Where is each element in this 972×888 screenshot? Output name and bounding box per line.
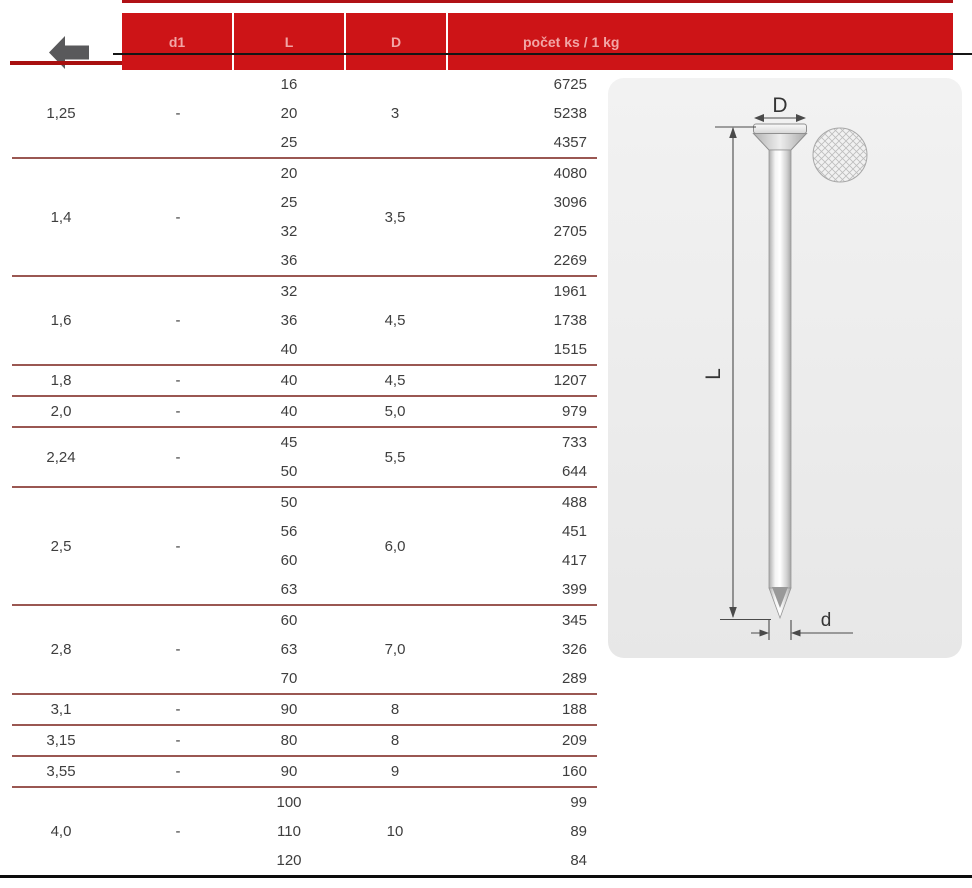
count-column [446,159,597,275]
count-value: 1961 [553,283,587,300]
d-dim-arrow-right [796,114,806,122]
header-col-L: L [234,13,344,70]
length-value: 16 [280,76,298,93]
count-value: 979 [561,403,587,420]
d1-value: 3,1 [50,701,72,718]
d1-value: 2,5 [50,537,72,555]
d1-value: 1,6 [50,312,72,329]
count-column [446,606,597,693]
count-column [446,428,597,486]
head-diameter-value: 6,0 [384,537,406,555]
count-value: 209 [561,732,587,749]
head-diameter-value: 8 [390,701,400,718]
count-value: 1207 [553,372,587,389]
length-value: 90 [280,763,298,780]
back-underline [10,61,122,65]
d1-value: 2,0 [50,403,72,420]
table-row-group [0,70,597,157]
shank-diameter-label: d [820,610,832,631]
count-value: 84 [570,852,587,869]
length-value: 100 [276,794,302,811]
count-value: 6725 [553,76,587,93]
table-row-group [0,788,597,875]
nail-shaft [769,150,791,588]
length-value: 45 [280,434,298,451]
head-diameter-value: 5,5 [384,448,406,466]
d1-sub-value: - [175,763,181,780]
table-row-group [0,695,597,724]
length-value: 36 [280,312,298,329]
d1-value: 2,24 [46,448,76,466]
count-value: 289 [561,670,587,687]
count-value: 733 [561,434,587,451]
count-value: 399 [561,581,587,598]
head-diameter-value: 4,5 [384,372,406,389]
d1-value: 1,4 [50,208,72,226]
head-diameter-value: 7,0 [384,641,406,658]
length-column [234,726,344,755]
d1-value: 1,8 [50,372,72,389]
table-row-group [0,428,597,486]
length-value: 90 [280,701,298,718]
count-value: 5238 [553,105,587,122]
table-row-group [0,726,597,755]
d1-sub-value: - [175,732,181,749]
count-column [446,70,597,157]
count-value: 488 [561,494,587,511]
head-diameter-value: 10 [386,823,404,840]
nail-diagram-panel [608,78,962,658]
d1-sub-value: - [175,701,181,718]
d1-sub-value: - [175,823,181,840]
length-value: 36 [280,252,298,269]
count-value: 4080 [553,165,587,182]
length-column [234,757,344,786]
spec-table [0,70,597,875]
length-value: 32 [280,223,298,240]
head-diameter-value: 8 [390,732,400,749]
header-black-rule [113,53,972,55]
d1-sub-value: - [175,312,181,329]
header-col-d1: d1 [122,13,232,70]
length-value: 80 [280,732,298,749]
length-value: 20 [280,165,298,182]
d1-value: 3,15 [46,732,76,749]
table-row-group [0,488,597,604]
count-value: 99 [570,794,587,811]
count-value: 188 [561,701,587,718]
length-column [234,428,344,486]
table-row-group [0,159,597,275]
count-column [446,788,597,875]
d-dim-arrow-left [754,114,764,122]
count-column [446,397,597,426]
small-d-arrow-right [791,630,801,637]
l-dim-arrow-bottom [729,607,737,618]
header-cells [122,13,953,70]
count-value: 2269 [553,252,587,269]
length-value: 60 [280,612,298,629]
length-value: 32 [280,283,298,300]
d1-sub-value: - [175,641,181,658]
length-value: 40 [280,341,298,358]
bottom-black-rule [0,875,972,878]
length-value: 50 [280,463,298,480]
head-diameter-value: 4,5 [384,312,406,329]
table-header [0,13,953,70]
nail-head-underside [754,134,807,151]
length-value: 70 [280,670,298,687]
count-value: 644 [561,463,587,480]
length-value: 25 [280,194,298,211]
count-value: 345 [561,612,587,629]
length-column [234,366,344,395]
length-value: 50 [280,494,298,511]
length-value: 40 [280,372,298,389]
count-column [446,366,597,395]
length-column [234,606,344,693]
count-value: 417 [561,552,587,569]
d1-value: 2,8 [50,641,72,658]
head-diameter-value: 5,0 [384,403,406,420]
d1-value: 4,0 [50,823,72,840]
table-row-group [0,397,597,426]
length-column [234,70,344,157]
l-dim-arrow-top [729,127,737,138]
length-value: 60 [280,552,298,569]
count-value: 326 [561,641,587,658]
length-value: 20 [280,105,298,122]
count-value: 1738 [553,312,587,329]
length-column [234,488,344,604]
length-value: 25 [280,134,298,151]
top-red-rule [122,0,953,3]
count-value: 2705 [553,223,587,240]
count-column [446,488,597,604]
head-diameter-value: 3,5 [384,208,406,226]
header-col-D: D [346,13,446,70]
length-value: 56 [280,523,298,540]
count-column [446,695,597,724]
count-column [446,757,597,786]
d1-sub-value: - [175,208,181,226]
count-value: 451 [561,523,587,540]
head-diameter-label: D [772,94,788,117]
table-row-group [0,606,597,693]
d1-sub-value: - [175,403,181,420]
length-value: 63 [280,641,298,658]
count-value: 1515 [553,341,587,358]
length-label: L [702,368,725,380]
head-diameter-value: 3 [390,105,400,122]
nail-diagram [608,78,962,658]
count-value: 89 [570,823,587,840]
length-column [234,277,344,364]
length-column [234,159,344,275]
length-value: 40 [280,403,298,420]
d1-sub-value: - [175,448,181,466]
count-value: 160 [561,763,587,780]
d1-value: 1,25 [46,105,76,122]
d1-sub-value: - [175,105,181,122]
header-col-count: počet ks / 1 kg [448,13,953,70]
head-diameter-value: 9 [390,763,400,780]
length-column [234,397,344,426]
length-value: 110 [277,823,301,840]
small-d-arrow-left [760,630,770,637]
d1-sub-value: - [175,372,181,389]
d1-sub-value: - [175,537,181,555]
table-row-group [0,277,597,364]
table-row-group [0,757,597,786]
nail-head-cap [754,124,807,134]
length-column [234,695,344,724]
count-value: 3096 [553,194,587,211]
d1-value: 3,55 [46,763,76,780]
length-value: 120 [276,852,302,869]
length-value: 63 [280,581,298,598]
head-top-view-circle [813,128,867,182]
length-column [234,788,344,875]
count-value: 4357 [553,134,587,151]
table-row-group [0,366,597,395]
count-column [446,726,597,755]
count-column [446,277,597,364]
